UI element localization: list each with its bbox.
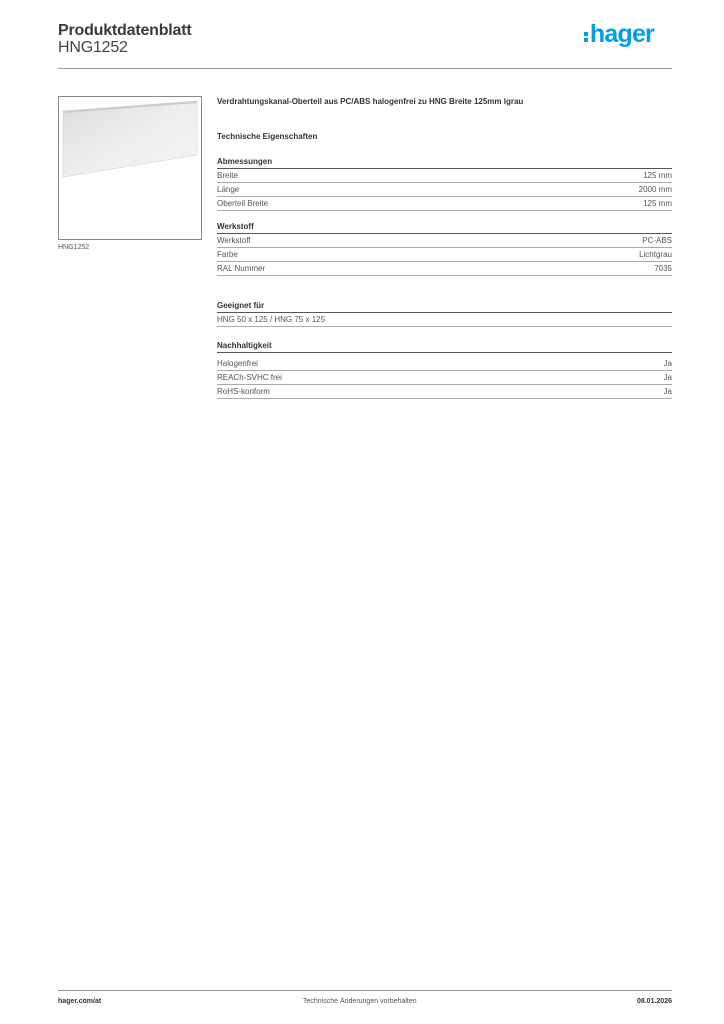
- row-value: 125 mm: [643, 199, 672, 208]
- row-label: REACh-SVHC frei: [217, 373, 282, 382]
- section-nachhaltigkeit: [217, 340, 672, 399]
- table-row: [217, 385, 672, 399]
- product-description: Verdrahtungskanal-Oberteil aus PC/ABS halogenfrei zu HNG Breite 125mm lgrau: [217, 97, 524, 106]
- row-label: HNG 50 x 125 / HNG 75 x 125: [217, 315, 326, 324]
- logo-dots-icon: [584, 31, 588, 43]
- section-title: Geeignet für: [217, 300, 672, 313]
- row-label: Werkstoff: [217, 236, 251, 245]
- row-label: Halogenfrei: [217, 359, 258, 368]
- section-geeignet-fuer: [217, 300, 672, 327]
- row-value: Lichtgrau: [639, 250, 672, 259]
- row-value: PC-ABS: [642, 236, 672, 245]
- hager-logo: [584, 20, 654, 48]
- row-value: Ja: [663, 359, 672, 368]
- footer-divider: [58, 990, 672, 991]
- row-value: 2000 mm: [638, 185, 672, 194]
- table-row: [217, 313, 672, 327]
- row-label: Breite: [217, 171, 238, 180]
- row-label: Länge: [217, 185, 240, 194]
- cable-duct-cover-icon: [59, 97, 201, 239]
- document-subtitle: HNG1252: [58, 39, 128, 56]
- footer-date: 08.01.2026: [636, 998, 672, 1005]
- image-caption: HNG1252: [58, 244, 90, 251]
- document-title: Produktdatenblatt: [58, 22, 192, 39]
- page-header: [58, 20, 672, 68]
- tech-properties-heading: Technische Eigenschaften: [217, 132, 318, 141]
- table-row: [217, 248, 672, 262]
- table-row: [217, 371, 672, 385]
- table-row: [217, 169, 672, 183]
- section-title: Abmessungen: [217, 156, 672, 169]
- row-label: RoHS-konform: [217, 387, 270, 396]
- row-value: Ja: [663, 387, 672, 396]
- table-row: [217, 357, 672, 371]
- table-row: [217, 234, 672, 248]
- section-abmessungen: [217, 156, 672, 211]
- spec-content: [217, 96, 672, 399]
- table-row: [217, 183, 672, 197]
- header-divider: [58, 68, 672, 69]
- row-label: Farbe: [217, 250, 238, 259]
- section-werkstoff: [217, 221, 672, 276]
- row-value: 7035: [654, 264, 672, 273]
- row-value: Ja: [663, 373, 672, 382]
- logo-text: hager: [589, 20, 654, 48]
- product-image: [58, 96, 202, 240]
- row-value: 125 mm: [643, 171, 672, 180]
- row-label: RAL Nummer: [217, 264, 266, 273]
- table-row: [217, 262, 672, 276]
- section-title: Nachhaltigkeit: [217, 340, 672, 353]
- footer-website: hager.com/at: [58, 998, 102, 1005]
- footer-disclaimer: Technische Änderungen vorbehalten: [303, 998, 417, 1005]
- section-title: Werkstoff: [217, 221, 672, 234]
- table-row: [217, 197, 672, 211]
- row-label: Oberteil Breite: [217, 199, 269, 208]
